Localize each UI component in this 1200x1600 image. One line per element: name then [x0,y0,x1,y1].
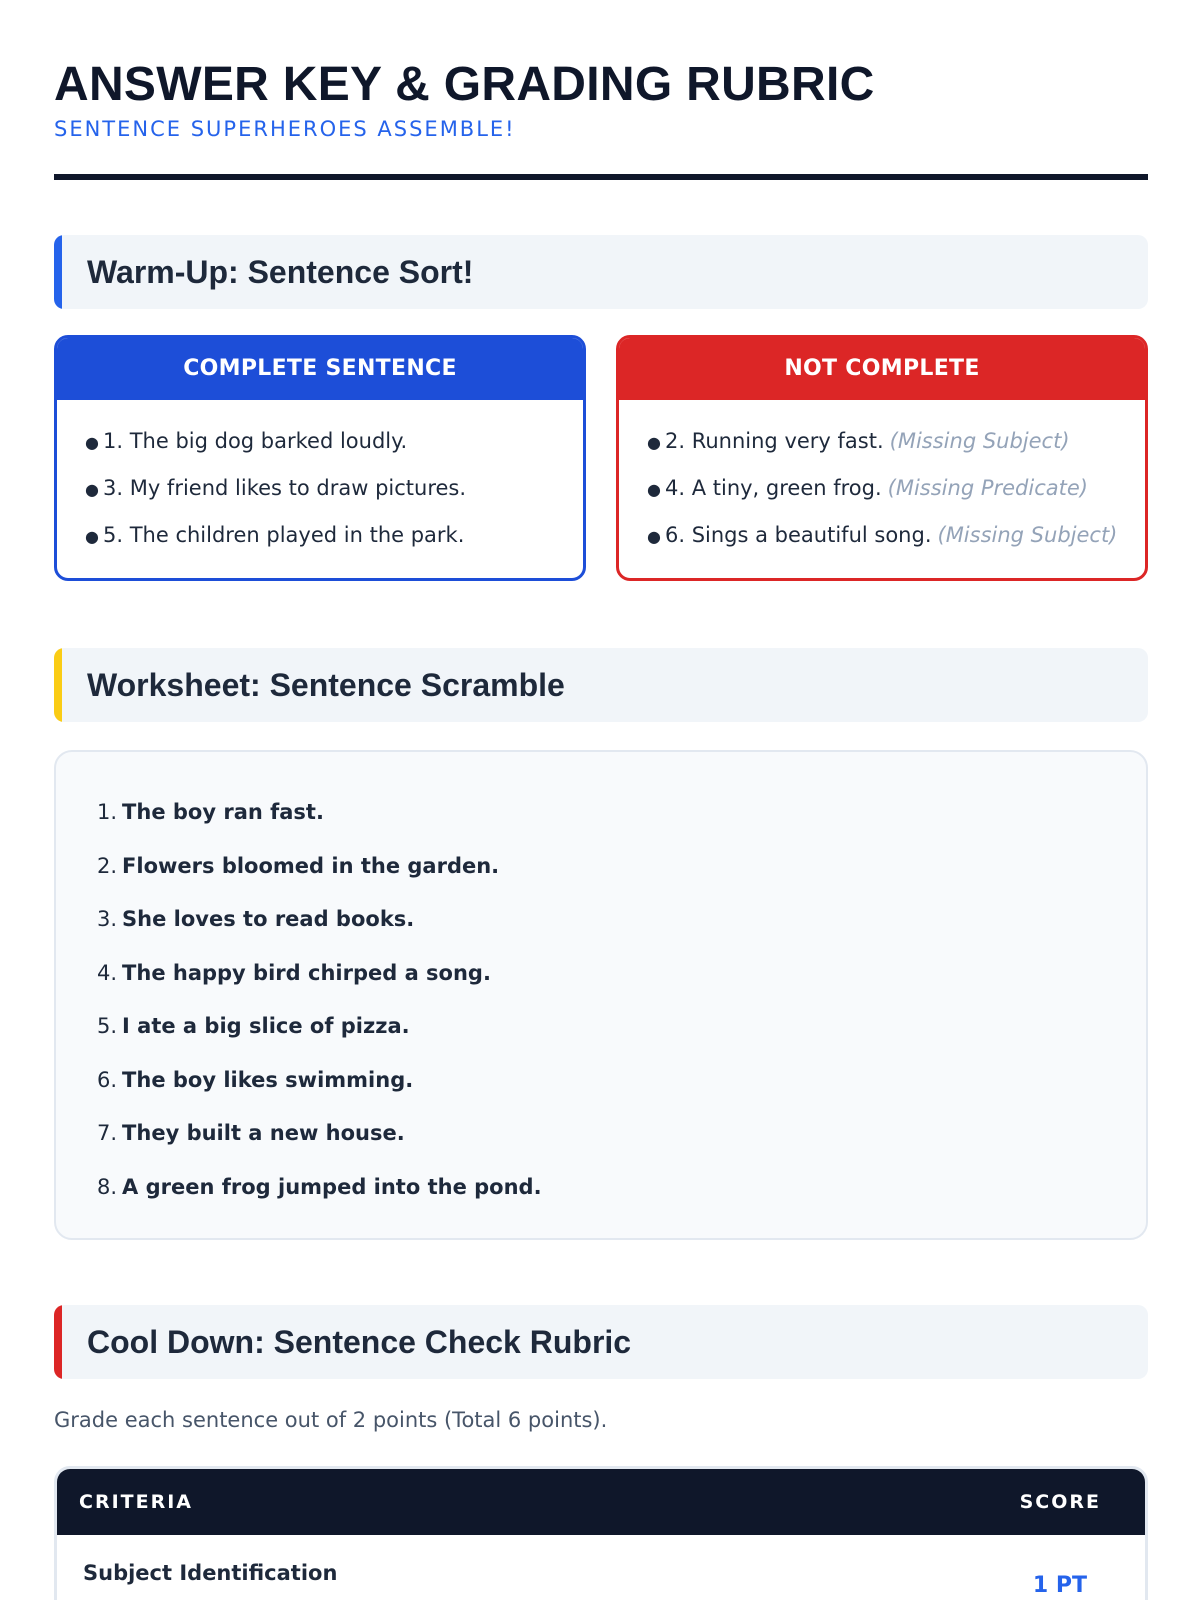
criteria-score: 1 PT [1032,1573,1087,1598]
list-item [97,947,1146,1001]
table-row [57,1535,1145,1600]
fragment-text: 6. Sings a beautiful song. [665,523,932,547]
cooldown-heading: Cool Down: Sentence Check Rubric [87,1324,632,1360]
fragment-text: 4. A tiny, green frog. [665,476,882,500]
warmup-section-header [54,235,1148,309]
answer-sentence: The boy likes swimming. [122,1067,414,1092]
worksheet-heading: Worksheet: Sentence Scramble [87,667,565,703]
rubric-instructions: Grade each sentence out of 2 points (Total 6 points). [54,1408,608,1432]
answer-sentence: I ate a big slice of pizza. [122,1014,410,1038]
score-column-header: SCORE [1019,1491,1101,1513]
list-item [647,418,1145,465]
item-number: 4. [97,960,118,985]
sentence-text: 3. My friend likes to draw pictures. [103,476,467,500]
sentence-text: 1. The big dog barked loudly. [103,429,408,453]
bullet-icon: ● [647,527,661,546]
criteria-column-header: CRITERIA [79,1491,193,1513]
answer-sentence: The boy ran fast. [122,800,324,824]
item-number: 2. [97,853,118,878]
list-item [97,786,1146,840]
scramble-answers-box [54,750,1148,1240]
list-item [85,418,583,465]
list-item [85,465,583,512]
cooldown-section-header [54,1305,1148,1379]
page-subtitle: SENTENCE SUPERHEROES ASSEMBLE! [54,117,516,141]
fragment-text: 2. Running very fast. [665,429,884,453]
missing-note: (Missing Subject) [889,429,1070,453]
not-complete-header: NOT COMPLETE [619,338,1145,400]
bullet-icon: ● [85,433,99,452]
answer-sentence: Flowers bloomed in the garden. [122,853,500,878]
answer-sentence: She loves to read books. [122,907,415,931]
item-number: 3. [97,907,118,931]
list-item [97,1107,1146,1161]
bullet-icon: ● [647,433,661,452]
not-complete-list [619,400,1145,559]
answer-sentence: They built a new house. [122,1121,405,1145]
title-divider [54,174,1148,180]
cooldown-accent-bar [54,1305,62,1379]
complete-sentence-header: COMPLETE SENTENCE [57,338,583,400]
bullet-icon: ● [85,480,99,499]
bullet-icon: ● [647,480,661,499]
list-item [97,1161,1146,1215]
warmup-heading: Warm-Up: Sentence Sort! [87,254,474,290]
worksheet-section-header [54,648,1148,722]
item-number: 6. [97,1067,118,1092]
missing-note: (Missing Predicate) [887,476,1088,500]
not-complete-box [616,335,1148,581]
list-item [97,1000,1146,1054]
sentence-text: 5. The children played in the park. [103,523,465,547]
list-item [85,512,583,559]
criteria-title: Subject Identification [83,1561,338,1585]
item-number: 7. [97,1121,118,1145]
list-item [97,840,1146,894]
warmup-accent-bar [54,235,62,309]
answer-sentence: A green frog jumped into the pond. [122,1174,542,1199]
missing-note: (Missing Subject) [937,523,1118,547]
list-item [647,512,1145,559]
item-number: 8. [97,1174,118,1199]
item-number: 5. [97,1014,118,1038]
page-title: ANSWER KEY & GRADING RUBRIC [54,58,875,111]
list-item [647,465,1145,512]
complete-sentence-box [54,335,586,581]
item-number: 1. [97,800,118,824]
rubric-table-header [57,1469,1145,1535]
bullet-icon: ● [85,527,99,546]
worksheet-accent-bar [54,648,62,722]
rubric-table [54,1466,1148,1600]
scramble-answer-list [56,752,1146,1214]
answer-sentence: The happy bird chirped a song. [122,960,491,985]
list-item [97,893,1146,947]
complete-sentence-list [57,400,583,559]
list-item [97,1054,1146,1108]
